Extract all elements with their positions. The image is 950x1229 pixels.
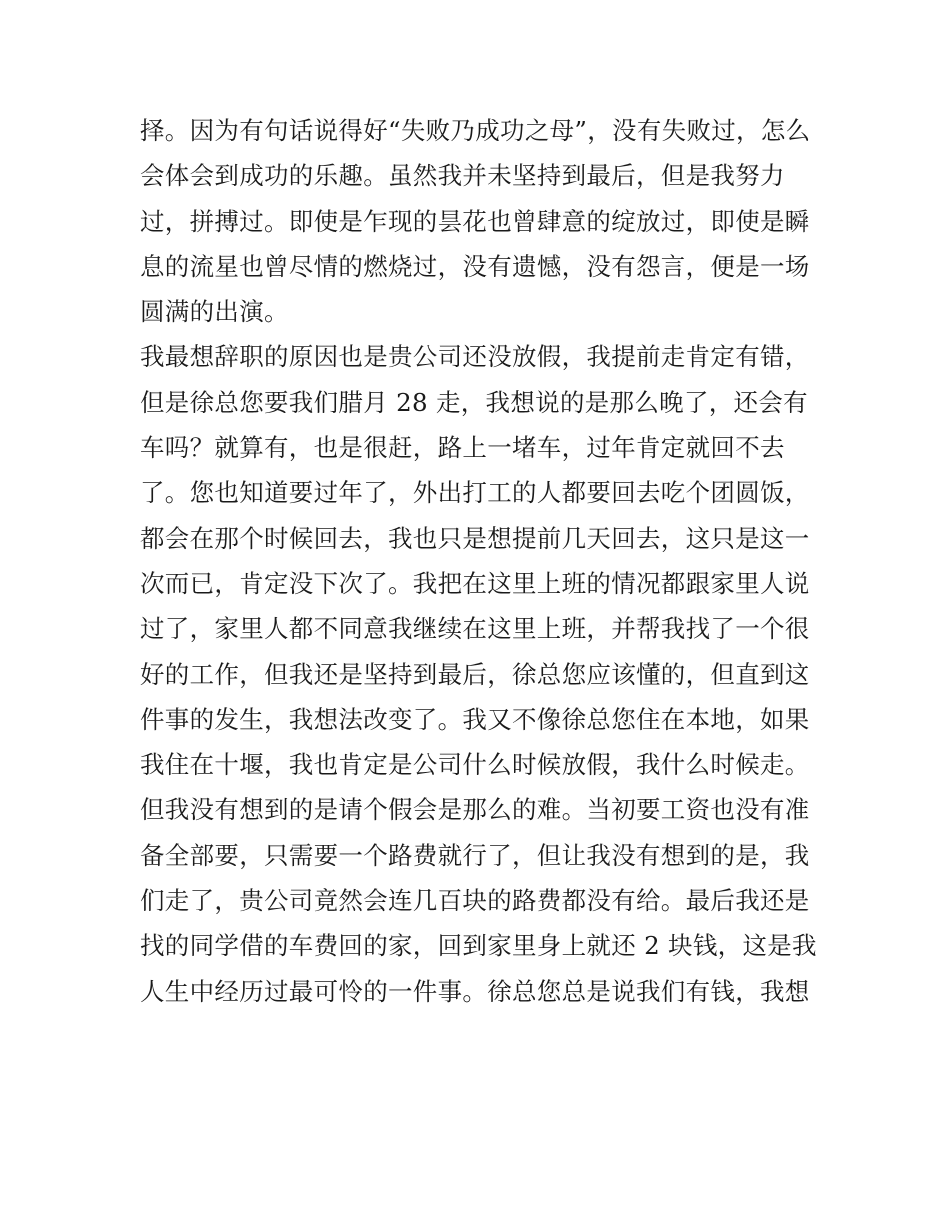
- text-line: 但是徐总您要我们腊月 28 走，我想说的是那么晚了，还会有: [140, 387, 808, 417]
- text-line: 件事的发生，我想法改变了。我又不像徐总您住在本地，如果: [140, 704, 810, 734]
- text-line: 但我没有想到的是请个假会是那么的难。当初要工资也没有准: [140, 795, 810, 825]
- text-line: 都会在那个时候回去，我也只是想提前几天回去，这只是这一: [140, 523, 810, 553]
- text-line: 次而已，肯定没下次了。我把在这里上班的情况都跟家里人说: [140, 568, 810, 598]
- text-line: 车吗？就算有，也是很赶，路上一堵车，过年肯定就回不去: [140, 433, 785, 463]
- text-line: 备全部要，只需要一个路费就行了，但让我没有想到的是，我: [140, 840, 810, 870]
- text-line: 息的流星也曾尽情的燃烧过，没有遗憾，没有怨言，便是一场: [140, 251, 810, 281]
- text-line: 择。因为有句话说得好“失败乃成功之母”，没有失败过，怎么: [140, 116, 811, 145]
- text-line: 好的工作，但我还是坚持到最后，徐总您应该懂的，但直到这: [140, 659, 810, 689]
- body-text: [140, 108, 820, 1014]
- text-line: 我最想辞职的原因也是贵公司还没放假，我提前走肯定有错，: [140, 342, 810, 372]
- text-line: 我住在十堰，我也肯定是公司什么时候放假，我什么时候走。: [140, 750, 810, 780]
- text-line: 会体会到成功的乐趣。虽然我并未坚持到最后，但是我努力: [140, 161, 785, 191]
- text-line: 过，拼搏过。即使是乍现的昙花也曾肆意的绽放过，即使是瞬: [140, 206, 810, 236]
- text-line: 人生中经历过最可怜的一件事。徐总您总是说我们有钱，我想: [140, 976, 810, 1006]
- text-line: 们走了，贵公司竟然会连几百块的路费都没有给。最后我还是: [140, 886, 810, 916]
- text-line: 了。您也知道要过年了，外出打工的人都要回去吃个团圆饭，: [140, 478, 810, 508]
- text-line: 找的同学借的车费回的家，回到家里身上就还 2 块钱，这是我: [140, 931, 817, 961]
- text-line: 过了，家里人都不同意我继续在这里上班，并帮我找了一个很: [140, 614, 810, 644]
- text-line: 圆满的出演。: [140, 297, 289, 327]
